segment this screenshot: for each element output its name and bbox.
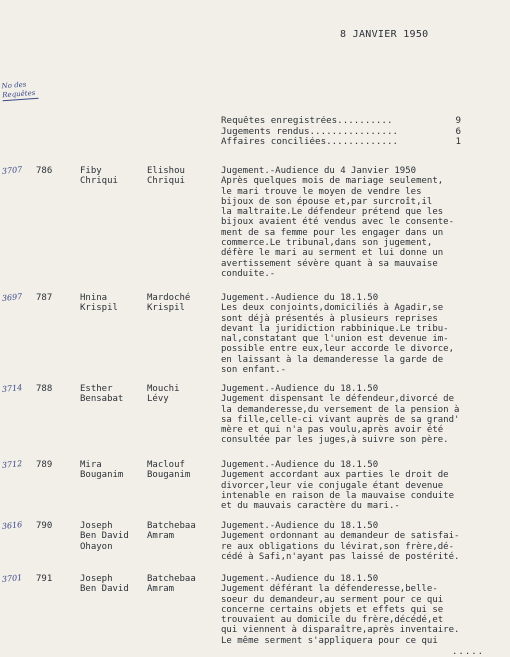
registry-number: 3714 [1,382,23,395]
plaintiff-name: Joseph Ben David [80,574,129,595]
judgment-text: Jugement.-Audience du 18.1.50 Jugement dispensant le défendeur,divorcé de la demanderesse,du versement de la pension à sa fille,celle-ci vivant auprès de sa grand' mère et qui n'a pas voulu,après avoir été consultée par les juges,à suivre son père. [221,384,460,446]
case-number: 790 [36,521,53,531]
case-number: 791 [36,574,53,584]
judgment-text: Jugement.-Audience du 18.1.50 Jugement accordant aux parties le droit de divorcer,leur vie conjugale étant devenue intenable en raison de la mauvaise conduite et du mauvais caractère du mari.- [221,460,454,512]
judgment-text: Jugement.-Audience du 18.1.50 Jugement ordonnant au demandeur de satisfai- re aux obligations du lévirat,son frère,dé- cédé à Safi,n'ayant pas laissé de postérité. [221,521,460,562]
stat-row [221,116,461,127]
continuation-dots: ..... [452,647,485,657]
plaintiff-name: Hnina Krispil [80,293,118,314]
judgment-text: Jugement.-Audience du 18.1.50 Jugement déférant la défenderesse,belle- soeur du demandeur,au serment pour ce qui concerne certains objets et effets qui se trouvaient au domicile du frère,décédé,et qui viennent à disparaître,après inventaire. Le même serment s'appliquera pour ce qui [221,574,460,646]
judgment-text: Jugement.-Audience du 18.1.50 Les deux conjoints,domiciliés à Agadir,se sont déjà présentés à plusieurs reprises devant la juridiction rabbinique.Le tribu- nal,constatant que l'union est devenue im- possible entre eux,leur accorde le divorce, en laissant à la demanderesse la garde de son enfant.- [221,293,454,376]
defendant-name: Mouchi Lévy [147,384,180,405]
registry-number: 3707 [1,164,23,177]
stat-row [221,127,461,138]
stat-label: Jugements rendus................ [221,126,399,137]
registry-number: 3616 [1,519,23,532]
margin-heading-requetes: No des Requêtes [1,80,38,101]
defendant-name: Mardoché Krispil [147,293,191,314]
stat-row [221,137,461,148]
judgment-text: Jugement.-Audience du 4 Janvier 1950 Après quelques mois de mariage seulement, le mari trouve le moyen de vendre les bijoux de son épouse et,par surcroît,il la maltraite.Le défendeur prétend que les bijoux avaient été vendus avec le consente- ment de sa femme pour les engager dans un commerce.Le tribunal,dans son jugement, défère le mari au serment et lui donne un avertissement sévère quant à sa mauvaise conduite.- [221,166,454,279]
case-number: 786 [36,166,53,176]
registry-number: 3697 [1,291,23,304]
stat-label: Affaires conciliées............. [221,137,399,147]
stat-value: 6 [455,125,461,137]
registry-number: 3701 [1,572,23,585]
registry-number: 3712 [1,458,23,471]
plaintiff-name: Fiby Chriqui [80,166,118,187]
stat-value: 1 [455,136,461,147]
defendant-name: Batchebaa Amram [147,521,196,542]
defendant-name: Maclouf Bouganim [147,460,191,481]
defendant-name: Batchebaa Amram [147,574,196,595]
stat-value: 9 [455,115,461,126]
statistics-summary [221,116,461,148]
case-number: 788 [36,384,53,394]
plaintiff-name: Joseph Ben David Ohayon [80,521,129,552]
plaintiff-name: Mira Bouganim [80,460,124,481]
document-date: 8 JANVIER 1950 [340,29,429,40]
plaintiff-name: Esther Bensabat [80,384,124,405]
defendant-name: Elishou Chriqui [147,166,185,187]
stat-label: Requêtes enregistrées.......... [221,116,393,126]
case-number: 789 [36,460,53,470]
case-number: 787 [36,293,53,303]
